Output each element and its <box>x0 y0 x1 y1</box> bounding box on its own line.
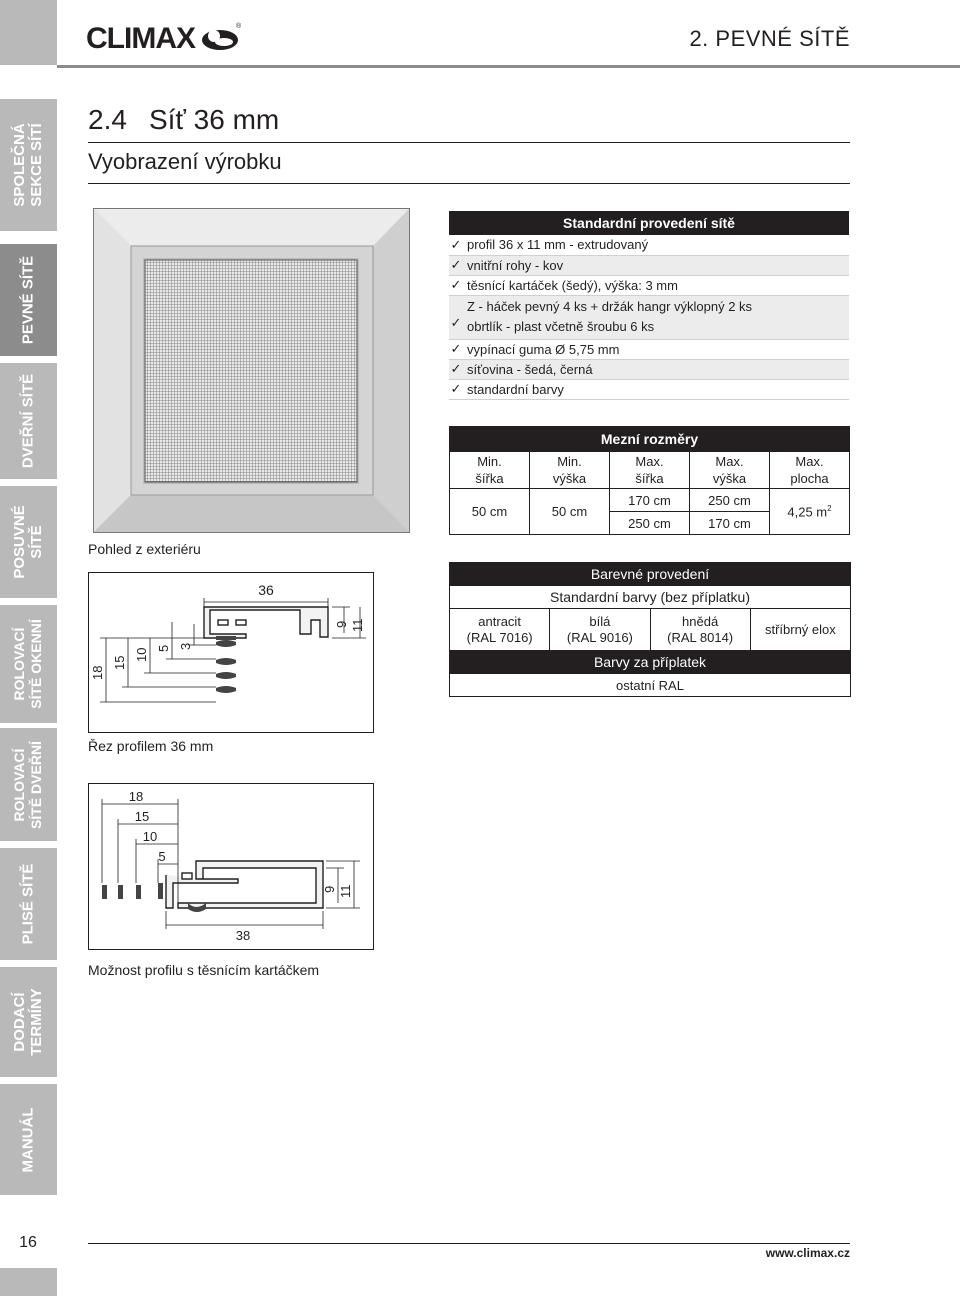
sidebar-tab-plise[interactable] <box>0 848 57 960</box>
spec-text: standardní barvy <box>467 381 564 397</box>
col-header: Max. výška <box>690 452 770 489</box>
dim-label: 36 <box>258 582 274 598</box>
standard-spec-table <box>449 211 849 400</box>
sidebar-tab-spolecna[interactable] <box>0 99 57 231</box>
dim-label: 9 <box>334 620 349 628</box>
spec-text: těsnící kartáček (šedý), výška: 3 mm <box>467 277 678 293</box>
colors-title: Barevné provedení <box>450 563 851 586</box>
table-cell: 250 cm <box>610 512 690 535</box>
list-item <box>449 379 849 399</box>
color-cell: stříbrný elox <box>750 609 850 651</box>
surcharge-value: ostatní RAL <box>450 674 851 697</box>
website-link[interactable]: www.climax.cz <box>765 1246 850 1260</box>
list-item <box>449 275 849 295</box>
sidebar-tab-dverni[interactable] <box>0 363 57 479</box>
dim-label: 11 <box>350 618 365 632</box>
subtitle-rule <box>88 183 850 184</box>
min-height: 50 cm <box>530 489 610 535</box>
spec-text: profil 36 x 11 mm - extrudovaný <box>467 237 649 253</box>
sidebar-bottom-block <box>0 1268 57 1296</box>
frame-exterior-illustration <box>93 208 410 538</box>
dim-label: 10 <box>134 647 149 662</box>
limits-title: Mezní rozměry <box>450 427 850 452</box>
sidebar-tab-dodaci[interactable] <box>0 967 57 1077</box>
colors-table <box>449 562 851 697</box>
dim-label: 18 <box>90 665 105 680</box>
limits-table <box>449 426 850 535</box>
check-icon: ✓ <box>450 361 462 376</box>
table-cell: 250 cm <box>690 489 770 512</box>
check-icon: ✓ <box>450 236 462 252</box>
sidebar-tab-label: ROLOVACÍ SÍTĚ OKENNÍ <box>11 619 44 709</box>
check-icon: ✓ <box>450 381 462 396</box>
table-cell: 170 cm <box>690 512 770 535</box>
max-area: 4,25 $m^2$ <box>770 489 850 535</box>
section-name: Síť 36 mm <box>148 104 280 135</box>
section-title <box>88 104 279 136</box>
sidebar-tab-label: POSUVNÉ SÍTĚ <box>11 505 45 579</box>
sidebar <box>0 0 57 1296</box>
col-header: Min. výška <box>530 452 610 489</box>
list-item <box>449 339 849 359</box>
title-rule <box>88 142 850 143</box>
standard-colors-label: Standardní barvy (bez příplatku) <box>450 586 851 609</box>
sidebar-tab-label: ROLOVACÍ SÍTĚ DVEŘNÍ <box>11 740 44 829</box>
list-item <box>449 255 849 275</box>
check-icon: ✓ <box>450 277 462 292</box>
color-cell: bílá (RAL 9016) <box>550 609 650 651</box>
sidebar-tab-label: PLISÉ SÍTĚ <box>19 863 37 945</box>
climax-logo[interactable] <box>86 20 246 59</box>
caption-exterior: Pohled z exteriéru <box>88 541 201 557</box>
footer-rule <box>88 1243 850 1244</box>
cloud-sun-icon <box>202 30 238 50</box>
sidebar-tab-label: MANUÁL <box>19 1107 37 1172</box>
spec-text: síťovina - šedá, černá <box>467 361 593 377</box>
section-subtitle: Vyobrazení výrobku <box>88 149 282 174</box>
profile-36-drawing <box>88 572 374 739</box>
min-width: 50 cm <box>450 489 530 535</box>
sidebar-top-block <box>0 0 57 65</box>
chapter-title: 2. PEVNÉ SÍTĚ <box>689 26 850 51</box>
sidebar-tab-label: SPOLEČNÁ SEKCE SÍTÍ <box>11 123 45 207</box>
dim-label: 11 <box>338 884 353 898</box>
color-cell: antracit (RAL 7016) <box>450 609 550 651</box>
list-item <box>449 295 849 339</box>
color-cell: hnědá (RAL 8014) <box>650 609 750 651</box>
dim-label: 5 <box>158 849 166 864</box>
surcharge-label: Barvy za příplatek <box>450 651 851 674</box>
dim-label: 3 <box>178 642 193 650</box>
col-header: Max. šířka <box>610 452 690 489</box>
list-item <box>449 235 849 255</box>
svg-text:®: ® <box>236 23 242 30</box>
dim-label: 9 <box>322 885 337 893</box>
table-cell: 170 cm <box>610 489 690 512</box>
sidebar-tab-pevne[interactable] <box>0 244 57 356</box>
sidebar-tab-label: DODACÍ TERMÍNY <box>11 988 45 1056</box>
col-header: Max. plocha <box>770 452 850 489</box>
header-divider <box>57 65 960 68</box>
check-icon: ✓ <box>450 315 462 330</box>
spec-text: vypínací guma Ø 5,75 mm <box>467 341 620 357</box>
spec-text: obrtlík - plast včetně šroubu 6 ks <box>467 318 655 334</box>
logo-text: CLIMAX <box>86 22 195 54</box>
spec-text: Z - háček pevný 4 ks + držák hangr výklopný 2 ks <box>467 298 753 314</box>
col-header: Min. šířka <box>450 452 530 489</box>
caption-profile: Řez profilem 36 mm <box>88 738 214 754</box>
caption-brush: Možnost profilu s těsnícím kartáčkem <box>88 962 320 978</box>
profile-brush-drawing <box>88 783 374 956</box>
dim-label: 15 <box>112 655 127 670</box>
dim-label: 38 <box>235 928 251 943</box>
sidebar-tab-manual[interactable] <box>0 1084 57 1195</box>
sidebar-tab-posuvne[interactable] <box>0 486 57 598</box>
sidebar-tab-rolovaci-dverni[interactable] <box>0 728 57 841</box>
dim-label: 18 <box>128 789 144 804</box>
sidebar-tab-label: DVEŘNÍ SÍTĚ <box>19 373 37 469</box>
sidebar-tab-label: PEVNÉ SÍTĚ <box>19 255 37 345</box>
standard-title: Standardní provedení sítě <box>449 211 849 235</box>
check-icon: ✓ <box>450 341 462 356</box>
list-item <box>449 359 849 379</box>
sidebar-tab-rolovaci-okenni[interactable] <box>0 605 57 723</box>
dim-label: 15 <box>134 809 150 824</box>
page-number: 16 <box>19 1234 37 1251</box>
dim-label: 10 <box>142 829 158 844</box>
dim-label: 5 <box>156 644 171 652</box>
section-number: 2.4 <box>88 104 127 135</box>
check-icon: ✓ <box>450 257 462 272</box>
spec-text: vnitřní rohy - kov <box>467 257 564 273</box>
